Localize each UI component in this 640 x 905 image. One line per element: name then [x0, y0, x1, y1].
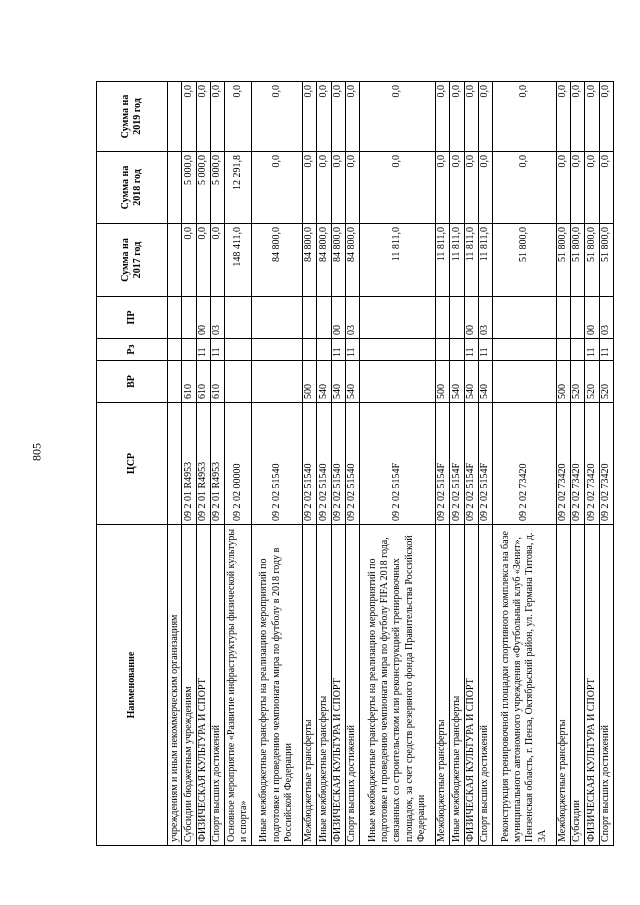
row-name: Субсидии бюджетным учреждениям — [182, 525, 196, 846]
row-2019: 0,0 — [464, 82, 478, 152]
header-vr: ВР — [97, 361, 168, 403]
row-2017: 0,0 — [210, 224, 224, 297]
row-name: ФИЗИЧЕСКАЯ КУЛЬТУРА И СПОРТ — [331, 525, 345, 846]
row-name: Спорт высших достижений — [478, 525, 492, 846]
row-pr — [225, 297, 252, 339]
row-csr: 09 2 02 73420 — [493, 403, 557, 525]
row-pr — [435, 297, 449, 339]
row-vr: 610 — [210, 361, 224, 403]
header-rz: Рз — [97, 339, 168, 361]
row-2018: 0,0 — [302, 152, 316, 224]
row-rz — [570, 339, 584, 361]
row-vr: 520 — [570, 361, 584, 403]
row-vr: 540 — [450, 361, 464, 403]
row-2017 — [168, 224, 182, 297]
row-rz: 11 — [196, 339, 210, 361]
row-rz — [317, 339, 331, 361]
row-2018: 5 000,0 — [210, 152, 224, 224]
table-row — [182, 82, 196, 846]
row-name: Межбюджетные трансферты — [302, 525, 316, 846]
header-2018: Сумма на 2018 год — [97, 152, 168, 224]
table-row — [450, 82, 464, 846]
row-2017: 84 800,0 — [331, 224, 345, 297]
row-2017: 51 800,0 — [556, 224, 570, 297]
row-name: Реконструкция тренировочной площадки спортивного комплекса на базе муниципального автономного учреждения «Футбольный клуб «Зенит», Пензенская область, г. Пенза, Октябрьский район, ул. Германа Титова, д. 3А — [493, 525, 557, 846]
row-2019: 0,0 — [493, 82, 557, 152]
header-pr: ПР — [97, 297, 168, 339]
row-pr — [493, 297, 557, 339]
row-csr: 09 2 02 73420 — [570, 403, 584, 525]
header-name: Наименование — [97, 525, 168, 846]
table-row — [345, 82, 359, 846]
row-2019: 0,0 — [317, 82, 331, 152]
row-name: Иные межбюджетные трансферты на реализацию мероприятий по подготовке и проведению чемпионата мира по футболу в 2018 году в Российской Федерации — [251, 525, 302, 846]
row-csr: 09 2 02 5154F — [360, 403, 436, 525]
row-2019: 0,0 — [478, 82, 492, 152]
row-2018: 0,0 — [570, 152, 584, 224]
row-rz: 11 — [331, 339, 345, 361]
row-2017: 84 800,0 — [345, 224, 359, 297]
row-name: Межбюджетные трансферты — [435, 525, 449, 846]
row-rz: 11 — [464, 339, 478, 361]
row-2019: 0,0 — [225, 82, 252, 152]
row-csr: 09 2 02 51540 — [345, 403, 359, 525]
row-pr — [182, 297, 196, 339]
row-2018: 0,0 — [360, 152, 436, 224]
row-2017: 11 811,0 — [464, 224, 478, 297]
row-name: Межбюджетные трансферты — [556, 525, 570, 846]
table-row — [493, 82, 557, 846]
table-row — [478, 82, 492, 846]
table-row — [570, 82, 584, 846]
row-name: Иные межбюджетные трансферты — [317, 525, 331, 846]
row-vr: 540 — [331, 361, 345, 403]
row-2018: 0,0 — [464, 152, 478, 224]
row-csr: 09 2 02 51540 — [302, 403, 316, 525]
row-csr: 09 2 01 R4953 — [210, 403, 224, 525]
row-csr: 09 2 02 73420 — [556, 403, 570, 525]
row-rz — [225, 339, 252, 361]
row-2019: 0,0 — [302, 82, 316, 152]
row-rz — [450, 339, 464, 361]
row-pr: 00 — [196, 297, 210, 339]
row-2018: 0,0 — [478, 152, 492, 224]
row-pr — [450, 297, 464, 339]
table-row — [251, 82, 302, 846]
row-vr: 520 — [599, 361, 613, 403]
row-rz — [493, 339, 557, 361]
row-rz — [302, 339, 316, 361]
row-vr — [225, 361, 252, 403]
row-vr: 540 — [345, 361, 359, 403]
row-2017: 84 800,0 — [302, 224, 316, 297]
row-2018: 0,0 — [585, 152, 599, 224]
table-row — [360, 82, 436, 846]
row-2018: 0,0 — [435, 152, 449, 224]
row-2017: 11 811,0 — [450, 224, 464, 297]
row-2017: 51 800,0 — [570, 224, 584, 297]
row-csr: 09 2 02 5154F — [435, 403, 449, 525]
row-2018: 5 000,0 — [196, 152, 210, 224]
row-pr — [556, 297, 570, 339]
row-2019: 0,0 — [599, 82, 613, 152]
row-csr: 09 2 02 5154F — [464, 403, 478, 525]
row-vr — [493, 361, 557, 403]
row-vr — [251, 361, 302, 403]
row-vr: 500 — [556, 361, 570, 403]
row-csr: 09 2 02 5154F — [450, 403, 464, 525]
row-rz: 11 — [210, 339, 224, 361]
row-2019: 0,0 — [210, 82, 224, 152]
row-pr — [570, 297, 584, 339]
row-name: ФИЗИЧЕСКАЯ КУЛЬТУРА И СПОРТ — [585, 525, 599, 846]
row-pr — [168, 297, 182, 339]
row-rz: 11 — [345, 339, 359, 361]
budget-table — [96, 81, 614, 846]
row-rz — [168, 339, 182, 361]
table-row — [317, 82, 331, 846]
table-row — [196, 82, 210, 846]
row-csr: 09 2 02 51540 — [317, 403, 331, 525]
row-name: ФИЗИЧЕСКАЯ КУЛЬТУРА И СПОРТ — [464, 525, 478, 846]
row-csr: 09 2 01 R4953 — [182, 403, 196, 525]
table-body — [168, 82, 614, 846]
row-pr: 00 — [331, 297, 345, 339]
header-csr: ЦСР — [97, 403, 168, 525]
row-vr: 520 — [585, 361, 599, 403]
row-name: учреждениям и иным некоммерческим организациям — [168, 525, 182, 846]
row-rz — [556, 339, 570, 361]
row-2019: 0,0 — [251, 82, 302, 152]
row-vr — [168, 361, 182, 403]
row-2019: 0,0 — [435, 82, 449, 152]
row-rz: 11 — [585, 339, 599, 361]
row-name: Основное мероприятие «Развитие инфраструктуры физической культуры и спорта» — [225, 525, 252, 846]
row-pr: 00 — [464, 297, 478, 339]
row-rz — [435, 339, 449, 361]
page-number: 805 — [29, 443, 44, 461]
row-csr: 09 2 01 R4953 — [196, 403, 210, 525]
row-2019: 0,0 — [556, 82, 570, 152]
row-2019: 0,0 — [450, 82, 464, 152]
row-name: ФИЗИЧЕСКАЯ КУЛЬТУРА И СПОРТ — [196, 525, 210, 846]
table-row — [556, 82, 570, 846]
row-2018: 5 000,0 — [182, 152, 196, 224]
row-2019: 0,0 — [570, 82, 584, 152]
table-row — [435, 82, 449, 846]
row-2017: 51 800,0 — [493, 224, 557, 297]
row-pr: 03 — [599, 297, 613, 339]
table-row — [302, 82, 316, 846]
row-2017: 11 811,0 — [478, 224, 492, 297]
row-vr: 610 — [196, 361, 210, 403]
row-pr: 03 — [478, 297, 492, 339]
row-rz: 11 — [478, 339, 492, 361]
row-vr: 540 — [317, 361, 331, 403]
row-2018: 0,0 — [251, 152, 302, 224]
row-vr: 500 — [302, 361, 316, 403]
row-csr — [168, 403, 182, 525]
row-2018: 0,0 — [556, 152, 570, 224]
row-name: Спорт высших достижений — [210, 525, 224, 846]
row-vr — [360, 361, 436, 403]
row-2017: 0,0 — [196, 224, 210, 297]
header-2019: Сумма на 2019 год — [97, 82, 168, 152]
row-csr: 09 2 02 73420 — [599, 403, 613, 525]
row-pr: 03 — [345, 297, 359, 339]
row-csr: 09 2 02 5154F — [478, 403, 492, 525]
table-row — [599, 82, 613, 846]
row-2019 — [168, 82, 182, 152]
header-2017: Сумма на 2017 год — [97, 224, 168, 297]
row-rz — [182, 339, 196, 361]
row-name: Иные межбюджетные трансферты на реализацию мероприятий по подготовке и проведению чемпионата мира по футболу FIFA 2018 года, связанных со строительством или реконструкцией тренировочных площадок, за счет средств резервного фонда Правительства Российской Федерации — [360, 525, 436, 846]
row-pr — [360, 297, 436, 339]
table-row — [464, 82, 478, 846]
row-2019: 0,0 — [182, 82, 196, 152]
row-rz — [360, 339, 436, 361]
row-pr: 00 — [585, 297, 599, 339]
row-vr: 500 — [435, 361, 449, 403]
row-vr: 610 — [182, 361, 196, 403]
row-name: Субсидии — [570, 525, 584, 846]
table-row — [168, 82, 182, 846]
row-2019: 0,0 — [360, 82, 436, 152]
row-csr: 09 2 02 00000 — [225, 403, 252, 525]
row-pr — [317, 297, 331, 339]
row-2018: 0,0 — [599, 152, 613, 224]
row-2018: 0,0 — [450, 152, 464, 224]
row-csr: 09 2 02 51540 — [251, 403, 302, 525]
row-2018: 0,0 — [331, 152, 345, 224]
row-pr — [251, 297, 302, 339]
row-2017: 51 800,0 — [599, 224, 613, 297]
row-2018: 0,0 — [317, 152, 331, 224]
row-rz — [251, 339, 302, 361]
row-2017: 0,0 — [182, 224, 196, 297]
row-2017: 51 800,0 — [585, 224, 599, 297]
row-vr: 540 — [464, 361, 478, 403]
row-2018 — [168, 152, 182, 224]
row-name: Иные межбюджетные трансферты — [450, 525, 464, 846]
row-csr: 09 2 02 51540 — [331, 403, 345, 525]
row-pr: 03 — [210, 297, 224, 339]
row-rz: 11 — [599, 339, 613, 361]
row-name: Спорт высших достижений — [345, 525, 359, 846]
row-2019: 0,0 — [345, 82, 359, 152]
table-row — [210, 82, 224, 846]
rotated-table-container — [96, 82, 612, 846]
row-2019: 0,0 — [196, 82, 210, 152]
row-2018: 0,0 — [493, 152, 557, 224]
table-row — [225, 82, 252, 846]
row-2017: 11 811,0 — [435, 224, 449, 297]
row-name: Спорт высших достижений — [599, 525, 613, 846]
row-2018: 12 291,8 — [225, 152, 252, 224]
row-2019: 0,0 — [585, 82, 599, 152]
table-row — [585, 82, 599, 846]
row-pr — [302, 297, 316, 339]
row-2019: 0,0 — [331, 82, 345, 152]
row-2017: 11 811,0 — [360, 224, 436, 297]
row-2017: 84 800,0 — [251, 224, 302, 297]
row-vr: 540 — [478, 361, 492, 403]
table-row — [331, 82, 345, 846]
header-row — [97, 82, 168, 846]
row-2017: 84 800,0 — [317, 224, 331, 297]
row-2018: 0,0 — [345, 152, 359, 224]
row-2017: 148 411,0 — [225, 224, 252, 297]
row-csr: 09 2 02 73420 — [585, 403, 599, 525]
